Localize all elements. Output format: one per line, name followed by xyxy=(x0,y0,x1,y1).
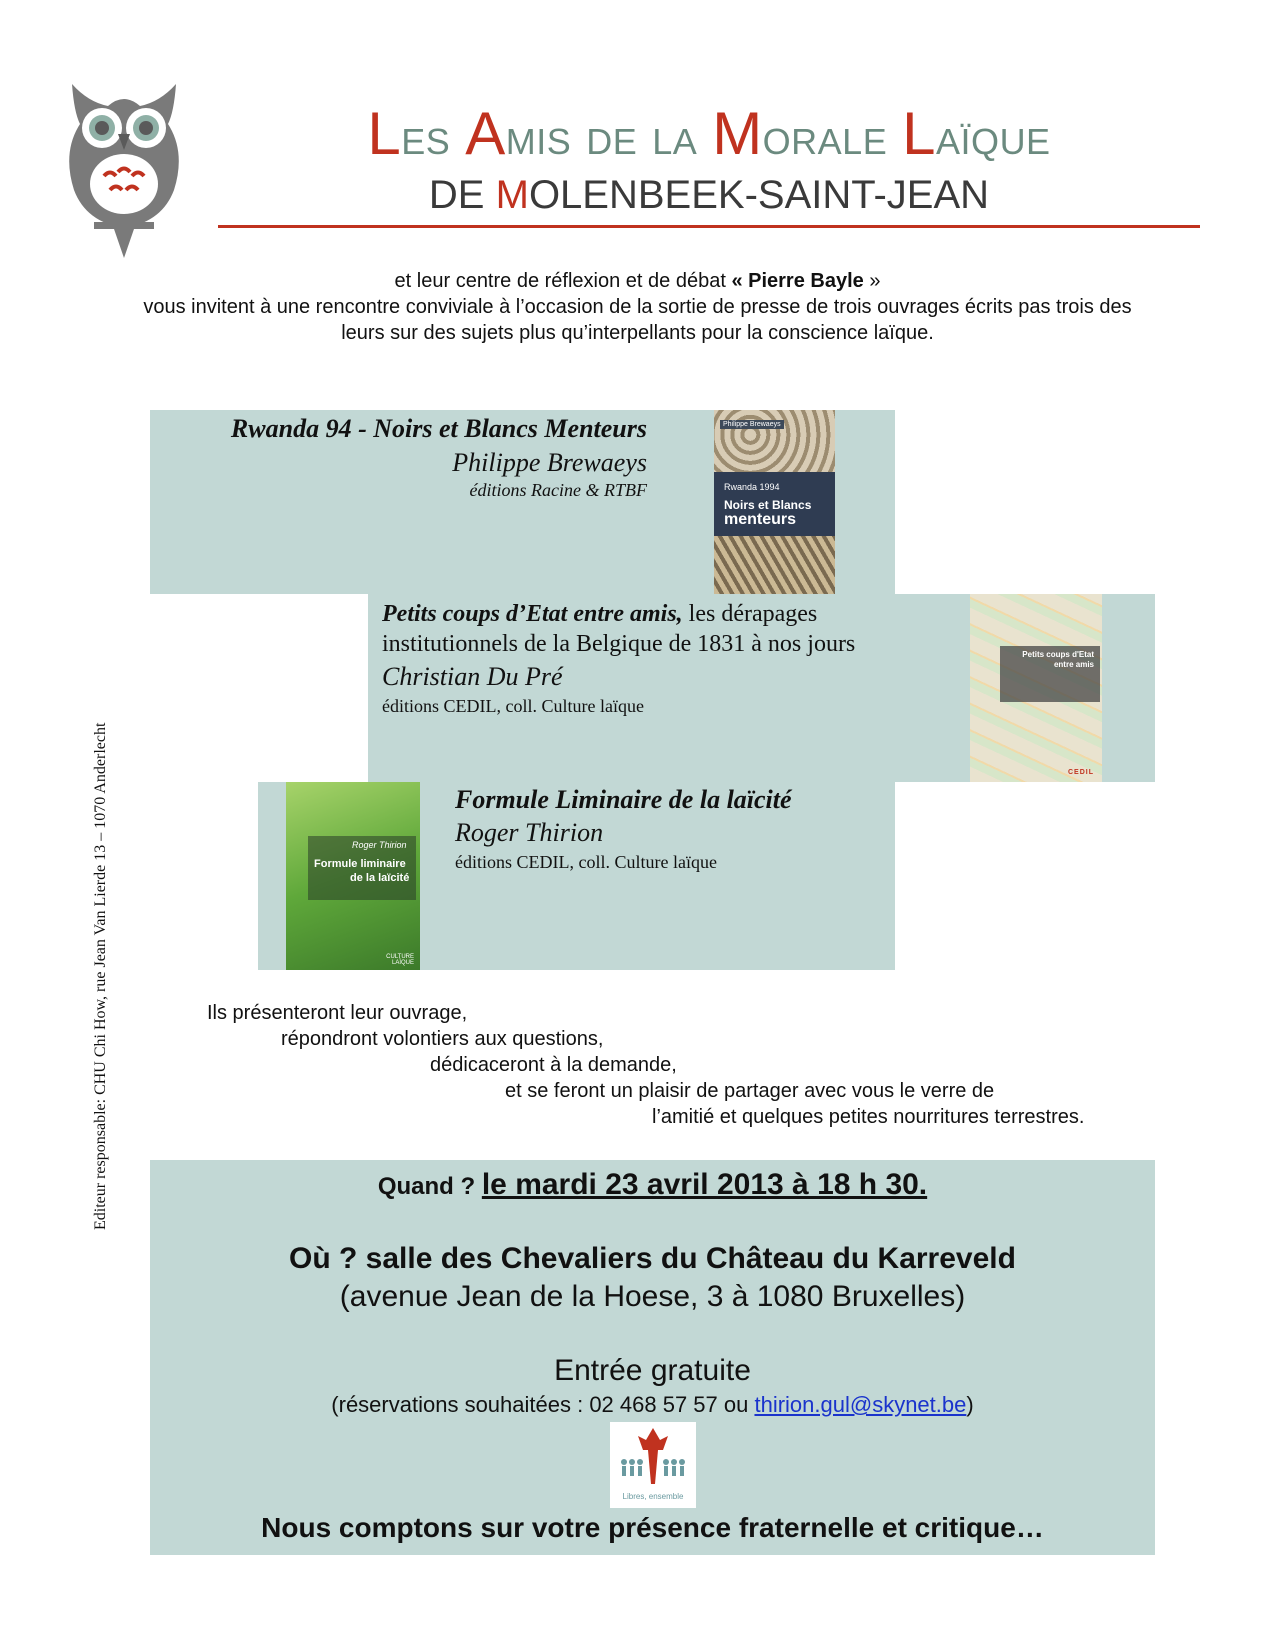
book-2-title-rest: les dérapages xyxy=(682,601,818,627)
book-3-author: Roger Thirion xyxy=(455,818,604,847)
intro-text: et leur centre de réflexion et de débat xyxy=(394,270,732,292)
title-word: es xyxy=(401,108,466,166)
presentation-line-3: dédicaceront à la demande, xyxy=(430,1054,677,1076)
organization-title xyxy=(218,102,1200,169)
book-3-cover xyxy=(286,782,420,970)
book-1-publisher: éditions Racine & RTBF xyxy=(469,480,647,500)
title-initial: L xyxy=(367,100,402,167)
intro-text: » xyxy=(863,270,881,292)
book-1-title: Rwanda 94 - Noirs et Blancs Menteurs xyxy=(230,414,647,443)
presentation-line-4: et se feront un plaisir de partager avec vous le verre de xyxy=(505,1080,995,1102)
cover-author: Roger Thirion xyxy=(352,840,407,850)
intro-line-3: leurs sur des sujets plus qu’interpellants pour la conscience laïque. xyxy=(341,322,934,344)
book-2-publisher: éditions CEDIL, coll. Culture laïque xyxy=(382,696,644,716)
cover-brand: CEDIL xyxy=(1068,769,1094,776)
presentation-line-2: répondront volontiers aux questions, xyxy=(281,1028,604,1050)
header-divider xyxy=(218,225,1200,228)
cover-title-1: Noirs et Blancs xyxy=(724,498,812,512)
book-2-title: Petits coups d’Etat entre amis, xyxy=(382,601,683,627)
title-word: orale xyxy=(762,108,903,166)
reservation-line xyxy=(150,1392,1155,1418)
cover-photo xyxy=(714,536,835,594)
logo-caption: Libres, ensemble xyxy=(622,1492,684,1501)
event-where: Où ? salle des Chevaliers du Château du Karreveld xyxy=(289,1242,1016,1275)
cover-title-2: de la laïcité xyxy=(350,872,410,884)
cover-band xyxy=(714,472,835,536)
intro-line-2: vous invitent à une rencontre conviviale à l’occasion de la sortie de presse de trois ouvrages écrits pas trois des xyxy=(143,296,1132,318)
presentation-line-1: Ils présenteront leur ouvrage, xyxy=(207,1002,468,1024)
cover-author: Philippe Brewaeys xyxy=(720,420,784,429)
reservation-text: ) xyxy=(966,1392,974,1417)
presentation-line-5: l’amitié et quelques petites nourritures terrestres. xyxy=(652,1106,1085,1128)
torch-icon xyxy=(610,1422,696,1492)
publisher-credit: Editeur responsable: CHU Chi How, rue Jean Van Lierde 13 – 1070 Anderlecht xyxy=(92,722,109,1230)
cover-title-1: Petits coups d'Etat xyxy=(1022,650,1094,659)
subtitle-initial: M xyxy=(495,173,529,217)
title-initial: M xyxy=(712,100,763,167)
owl-logo xyxy=(58,72,190,262)
book-2-title-line-2: institutionnels de la Belgique de 1831 à nos jours xyxy=(382,631,856,657)
title-word: mis de la xyxy=(505,108,713,166)
center-name: « Pierre Bayle xyxy=(731,270,864,292)
when-value: le mardi 23 avril 2013 à 18 h 30. xyxy=(481,1168,928,1201)
book-1-author: Philippe Brewaeys xyxy=(452,448,647,477)
intro-line-1 xyxy=(60,268,1215,294)
cover-band xyxy=(308,836,416,900)
title-word: aïque xyxy=(936,108,1051,166)
organization-subtitle xyxy=(218,172,1200,218)
cover-brand: CULTURE LAÏQUE xyxy=(386,954,414,966)
cover-subtitle: Rwanda 1994 xyxy=(724,482,780,492)
closing-line: Nous comptons sur votre présence fraternelle et critique… xyxy=(261,1512,1044,1543)
book-3-publisher: éditions CEDIL, coll. Culture laïque xyxy=(455,852,717,872)
entry-info: Entrée gratuite xyxy=(554,1354,751,1387)
book-1-cover xyxy=(714,410,835,594)
book-2-cover xyxy=(970,594,1102,782)
event-when xyxy=(150,1168,1155,1202)
cover-title-1: Formule liminaire xyxy=(314,858,406,870)
book-2-title-line xyxy=(382,601,817,628)
when-label: Quand ? xyxy=(377,1173,482,1200)
book-2-author: Christian Du Pré xyxy=(382,662,563,691)
subtitle-part: DE xyxy=(428,173,496,217)
cover-title-2: menteurs xyxy=(724,511,797,528)
cover-band xyxy=(1000,646,1100,702)
title-initial: L xyxy=(902,100,937,167)
cover-title-2: entre amis xyxy=(1053,660,1094,669)
title-initial: A xyxy=(465,100,506,167)
reservation-text: (réservations souhaitées : 02 468 57 57 ou xyxy=(331,1392,755,1417)
libres-ensemble-logo xyxy=(610,1422,696,1508)
subtitle-part: OLENBEEK-SAINT-JEAN xyxy=(528,173,990,217)
email-link[interactable]: thirion.gul@skynet.be xyxy=(754,1392,967,1417)
book-3-title: Formule Liminaire de la laïcité xyxy=(455,785,792,814)
event-address: (avenue Jean de la Hoese, 3 à 1080 Bruxelles) xyxy=(339,1280,966,1313)
